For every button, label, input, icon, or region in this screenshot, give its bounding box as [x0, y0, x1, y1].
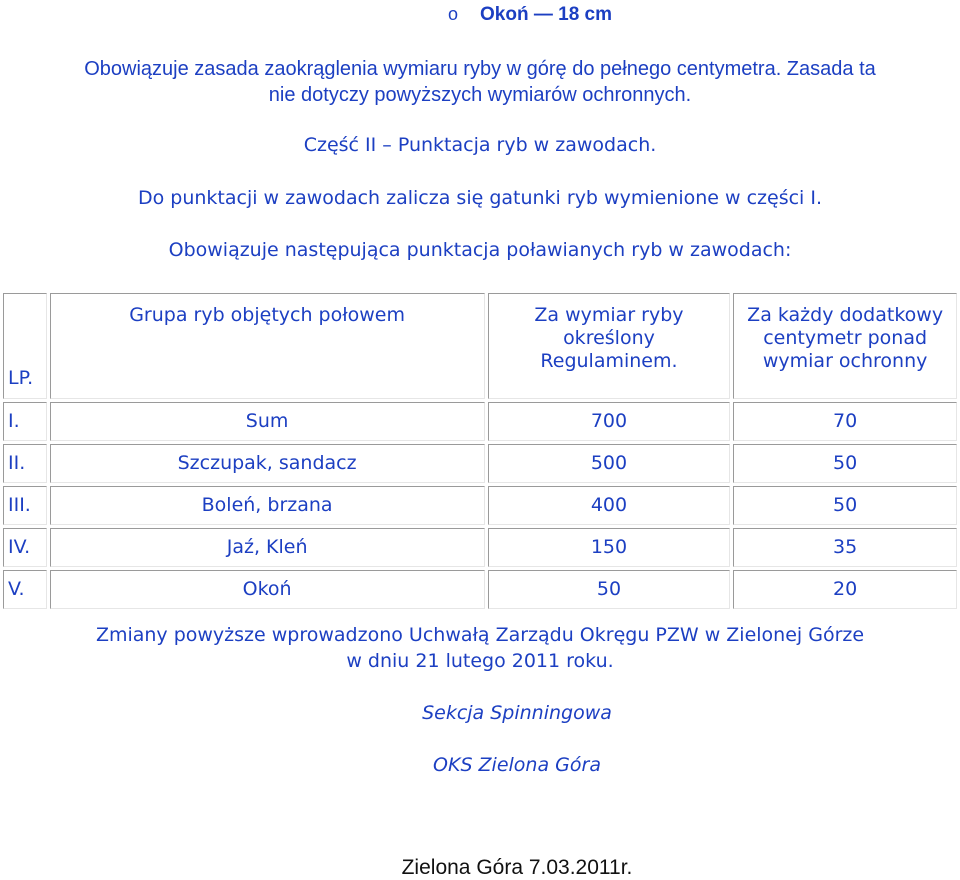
header-extra: Za każdy dodatkowy centymetr ponad wymiar ochronny: [733, 293, 957, 399]
cell-size: 150: [488, 528, 731, 567]
table-row: [3, 486, 957, 525]
bullet-text: Okoń — 18 cm: [480, 4, 613, 25]
header-lp: LP.: [3, 293, 47, 399]
rounding-rule-paragraph: [0, 56, 960, 108]
cell-group: Szczupak, sandacz: [50, 444, 485, 483]
table-row: [3, 444, 957, 483]
table-header-row: [3, 293, 957, 399]
cell-lp: V.: [3, 570, 47, 609]
rounding-rule-line-1: Obowiązuje zasada zaokrąglenia wymiaru ryby w górę do pełnego centymetra. Zasada ta: [84, 58, 876, 80]
section-name: Sekcja Spinningowa: [422, 702, 612, 724]
cell-lp: I.: [3, 402, 47, 441]
cell-extra: 70: [733, 402, 957, 441]
cell-lp: II.: [3, 444, 47, 483]
cell-size: 50: [488, 570, 731, 609]
cell-lp: IV.: [3, 528, 47, 567]
part2-title: Część II – Punktacja ryb w zawodach.: [303, 134, 657, 156]
cell-extra: 35: [733, 528, 957, 567]
cell-extra: 20: [733, 570, 957, 609]
table-row: [3, 570, 957, 609]
cell-size: 400: [488, 486, 731, 525]
scoring-intro: Obowiązuje następująca punktacja poławianych ryb w zawodach:: [168, 239, 792, 261]
header-group: Grupa ryb objętych połowem: [50, 293, 485, 399]
amendment-line-1: Zmiany powyższe wprowadzono Uchwałą Zarządu Okręgu PZW w Zielonej Górze: [95, 624, 865, 646]
cell-lp: III.: [3, 486, 47, 525]
cell-group: Sum: [50, 402, 485, 441]
species-note: Do punktacji w zawodach zalicza się gatunki ryb wymienione w części I.: [137, 187, 823, 209]
amendment-paragraph: [0, 622, 960, 674]
table-row: [3, 528, 957, 567]
cell-group: Boleń, brzana: [50, 486, 485, 525]
cell-extra: 50: [733, 444, 957, 483]
cell-group: Jaź, Kleń: [50, 528, 485, 567]
rounding-rule-line-2: nie dotyczy powyższych wymiarów ochronnych.: [268, 84, 692, 106]
cell-size: 700: [488, 402, 731, 441]
club-name: OKS Zielona Góra: [433, 754, 601, 776]
cell-group: Okoń: [50, 570, 485, 609]
cell-extra: 50: [733, 486, 957, 525]
cell-size: 500: [488, 444, 731, 483]
table-row: [3, 402, 957, 441]
header-size: Za wymiar ryby określony Regulaminem.: [488, 293, 731, 399]
scoring-table: [0, 290, 960, 612]
bullet-marker: o: [448, 4, 459, 24]
footer-date: Zielona Góra 7.03.2011r.: [401, 856, 633, 879]
bullet-item: [448, 4, 612, 26]
amendment-line-2: w dniu 21 lutego 2011 roku.: [346, 650, 614, 672]
